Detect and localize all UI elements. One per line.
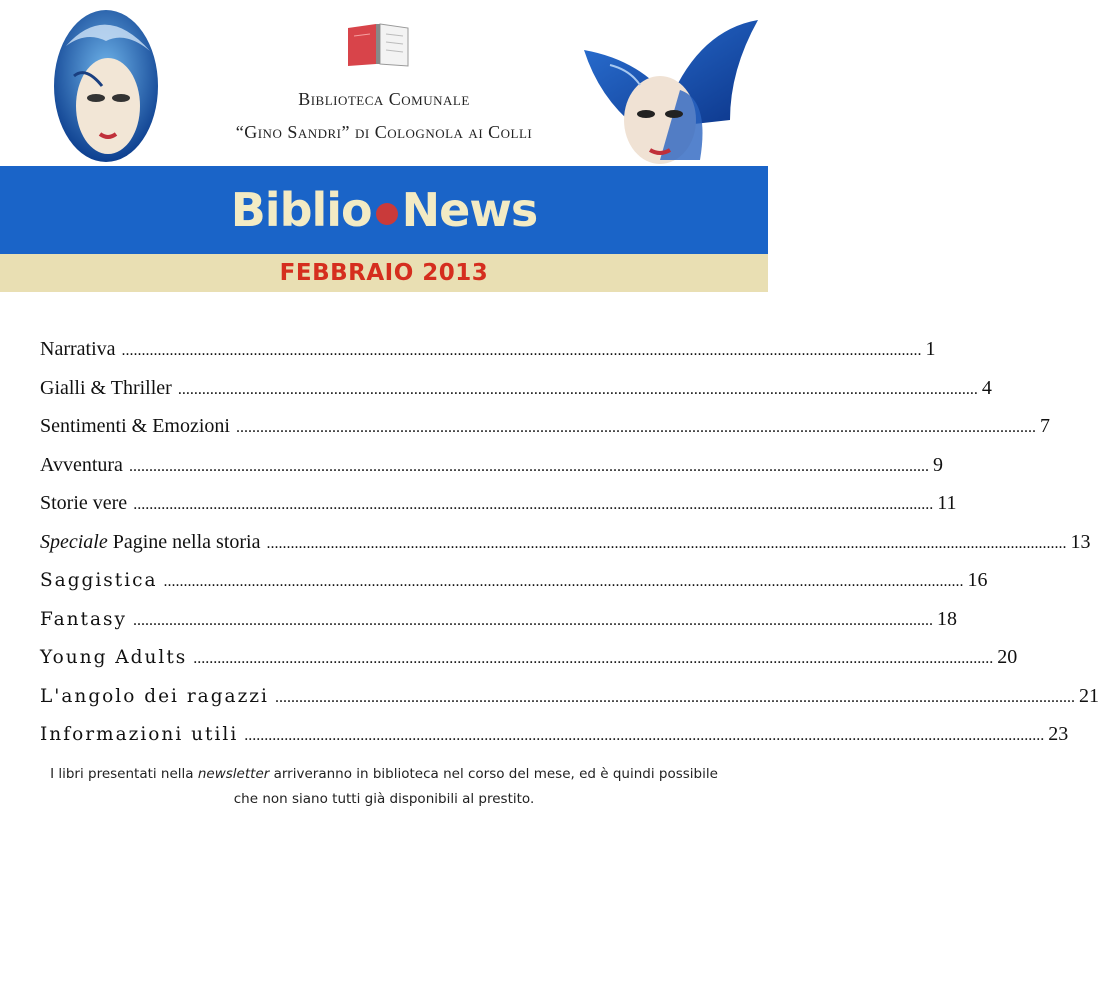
toc-entry-label bbox=[40, 407, 236, 446]
note-part1: I libri presentati nella bbox=[50, 766, 198, 782]
toc-leader-dots: ........................................................................................................................................................................................................ bbox=[177, 380, 978, 398]
toc-entry-page: 20 bbox=[997, 646, 1018, 668]
toc-leader-dots: ........................................................................................................................................................................................................ bbox=[133, 496, 934, 513]
toc-leader-dots: ........................................................................................................................................................................................................ bbox=[266, 534, 1067, 552]
toc-entry-text: Storie vere bbox=[40, 492, 128, 514]
toc-entry-page: 7 bbox=[1039, 415, 1050, 437]
toc-entry-text: Pagine nella storia bbox=[112, 530, 261, 553]
toc-entry-prefix: Speciale bbox=[40, 530, 108, 553]
table-of-contents bbox=[40, 330, 1099, 754]
venetian-mask-left-image bbox=[46, 6, 172, 168]
library-subtitle: “Gino Sandri” di Colognola ai Colli bbox=[235, 122, 533, 142]
toc-entry bbox=[40, 484, 957, 523]
note-emphasis: newsletter bbox=[197, 766, 270, 782]
toc-entry-text: L'angolo dei ragazzi bbox=[40, 685, 269, 707]
toc-entry bbox=[40, 407, 1050, 446]
toc-entry-label bbox=[40, 330, 122, 369]
toc-entry-page: 11 bbox=[937, 492, 957, 514]
toc-entry-text: Saggistica bbox=[40, 570, 158, 591]
toc-entry-text: Fantasy bbox=[40, 608, 127, 630]
toc-entry bbox=[40, 369, 992, 408]
toc-leader-dots: ........................................................................................................................................................................................................ bbox=[235, 419, 1036, 436]
toc-entry-label bbox=[40, 369, 178, 408]
toc-entry bbox=[40, 330, 936, 369]
toc-entry-text: Gialli & Thriller bbox=[40, 376, 172, 399]
availability-note bbox=[40, 762, 728, 812]
masthead-band bbox=[0, 166, 768, 254]
toc-entry bbox=[40, 523, 1091, 562]
toc-leader-dots: ........................................................................................................................................................................................................ bbox=[244, 727, 1045, 744]
note-part2: arriveranno in biblioteca nel corso del mese, ed è quindi possibile che non siano tutti già disponibili al prestito. bbox=[233, 766, 718, 807]
library-name: Biblioteca Comunale bbox=[298, 89, 470, 109]
toc-entry bbox=[40, 446, 943, 485]
toc-leader-dots: ........................................................................................................................................................................................................ bbox=[128, 457, 929, 475]
toc-leader-dots: ........................................................................................................................................................................................................ bbox=[121, 342, 922, 359]
toc-entry bbox=[40, 638, 1018, 677]
toc-entry-text: Young Adults bbox=[40, 647, 188, 668]
toc-entry-label bbox=[40, 562, 164, 601]
toc-entry-label bbox=[40, 484, 133, 523]
toc-entry-label bbox=[40, 601, 133, 640]
toc-entry-page: 4 bbox=[981, 376, 992, 399]
toc-entry-text: Sentimenti & Emozioni bbox=[40, 415, 230, 437]
toc-entry-page: 16 bbox=[967, 569, 988, 591]
toc-entry bbox=[40, 561, 988, 600]
toc-entry-page: 1 bbox=[925, 338, 936, 360]
toc-leader-dots: ........................................................................................................................................................................................................ bbox=[163, 573, 964, 590]
masthead-title-left: Biblio bbox=[230, 183, 372, 237]
toc-entry-label bbox=[40, 678, 275, 717]
toc-entry-label bbox=[40, 639, 193, 678]
toc-leader-dots: ........................................................................................................................................................................................................ bbox=[193, 650, 994, 667]
toc-entry-page: 23 bbox=[1048, 723, 1069, 745]
open-book-logo bbox=[340, 18, 416, 70]
masthead-title bbox=[0, 166, 768, 254]
masthead-dot-icon bbox=[376, 203, 398, 225]
toc-leader-dots: ........................................................................................................................................................................................................ bbox=[274, 688, 1075, 706]
issue-band bbox=[0, 254, 768, 292]
toc-entry-page: 13 bbox=[1070, 530, 1091, 553]
masthead-title-right: News bbox=[401, 183, 538, 237]
toc-entry-label bbox=[40, 716, 244, 755]
toc-entry-page: 18 bbox=[936, 607, 957, 630]
toc-leader-dots: ........................................................................................................................................................................................................ bbox=[132, 611, 933, 629]
toc-entry bbox=[40, 677, 1099, 716]
toc-entry-text: Avventura bbox=[40, 453, 123, 476]
toc-entry-label bbox=[40, 523, 266, 562]
toc-entry-text: Informazioni utili bbox=[40, 724, 239, 745]
toc-entry-text: Narrativa bbox=[40, 338, 116, 360]
toc-entry bbox=[40, 715, 1069, 754]
toc-entry-page: 21 bbox=[1078, 684, 1099, 707]
toc-entry bbox=[40, 600, 957, 639]
issue-date: FEBBRAIO 2013 bbox=[279, 260, 489, 286]
toc-entry-page: 9 bbox=[932, 453, 943, 476]
toc-entry-label bbox=[40, 446, 129, 485]
